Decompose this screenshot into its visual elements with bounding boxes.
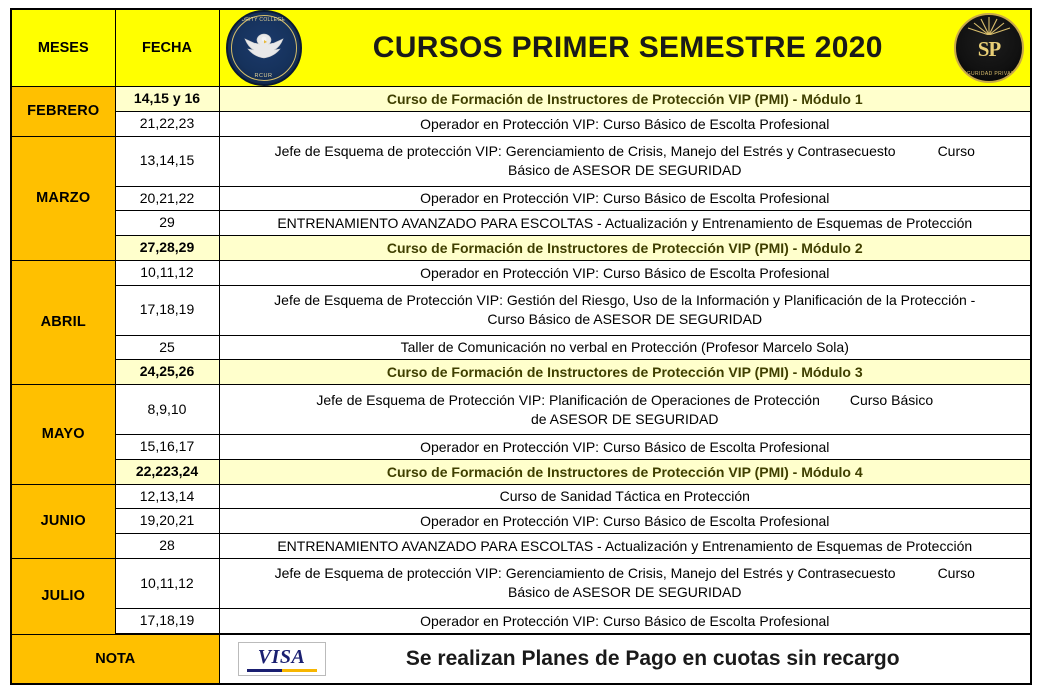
course-line-2: Curso Básico de ASESOR DE SEGURIDAD — [487, 311, 763, 328]
eagle-seal-bottom-text: RCUR — [254, 73, 273, 79]
course-line-2: de ASESOR DE SEGURIDAD — [530, 410, 719, 427]
course-line-1: Jefe de Esquema de protección VIP: Gerenciamiento de Crisis, Manejo del Estrés y Contrasecuesto — [274, 565, 896, 582]
date-cell: 14,15 y 16 — [115, 87, 219, 112]
month-label-febrero: FEBRERO — [11, 87, 115, 137]
sp-seal-icon — [954, 13, 1024, 83]
eagle-seal-top-text: SECURITY COLLEGE S.P. — [230, 17, 297, 23]
date-cell: 22,223,24 — [115, 459, 219, 484]
table-row — [11, 534, 1031, 559]
table-row — [11, 484, 1031, 509]
date-cell: 29 — [115, 211, 219, 236]
course-cell: Operador en Protección VIP: Curso Básico de Escolta Profesional — [219, 186, 1031, 211]
table-row — [11, 608, 1031, 633]
course-cell: Curso de Sanidad Táctica en Protección — [219, 484, 1031, 509]
month-label-mayo: MAYO — [11, 385, 115, 485]
course-cell — [219, 558, 1031, 608]
column-header-meses: MESES — [11, 9, 115, 87]
date-cell: 10,11,12 — [115, 260, 219, 285]
date-cell: 25 — [115, 335, 219, 360]
title-cell — [219, 9, 1031, 87]
course-cell — [219, 385, 1031, 435]
month-label-abril: ABRIL — [11, 260, 115, 384]
visa-label: VISA — [257, 645, 306, 668]
table-row — [11, 459, 1031, 484]
course-line-1: Jefe de Esquema de protección VIP: Gerenciamiento de Crisis, Manejo del Estrés y Contrasecuesto — [274, 143, 896, 160]
month-label-marzo: MARZO — [11, 136, 115, 260]
date-cell: 19,20,21 — [115, 509, 219, 534]
date-cell: 24,25,26 — [115, 360, 219, 385]
eagle-icon — [241, 30, 287, 64]
table-row — [11, 260, 1031, 285]
schedule-table — [10, 8, 1032, 685]
sunburst-icon — [959, 13, 1019, 35]
date-cell: 15,16,17 — [115, 435, 219, 460]
course-cell: Curso de Formación de Instructores de Protección VIP (PMI) - Módulo 4 — [219, 459, 1031, 484]
date-cell: 27,28,29 — [115, 236, 219, 261]
date-cell: 28 — [115, 534, 219, 559]
table-header-row — [11, 9, 1031, 87]
table-row — [11, 360, 1031, 385]
course-cell — [219, 136, 1031, 186]
table-row — [11, 136, 1031, 186]
course-cell: Operador en Protección VIP: Curso Básico de Escolta Profesional — [219, 260, 1031, 285]
date-cell: 21,22,23 — [115, 111, 219, 136]
course-cell: Operador en Protección VIP: Curso Básico de Escolta Profesional — [219, 608, 1031, 633]
course-cell: Operador en Protección VIP: Curso Básico de Escolta Profesional — [219, 509, 1031, 534]
nota-label: NOTA — [11, 635, 219, 685]
course-cell: Taller de Comunicación no verbal en Protección (Profesor Marcelo Sola) — [219, 335, 1031, 360]
footer-row — [11, 635, 1031, 685]
table-row — [11, 211, 1031, 236]
table-row — [11, 385, 1031, 435]
course-line-1b: Curso — [937, 143, 975, 160]
date-cell: 8,9,10 — [115, 385, 219, 435]
course-cell: Curso de Formación de Instructores de Protección VIP (PMI) - Módulo 2 — [219, 236, 1031, 261]
course-cell: Curso de Formación de Instructores de Protección VIP (PMI) - Módulo 1 — [219, 87, 1031, 112]
table-row — [11, 285, 1031, 335]
table-row — [11, 186, 1031, 211]
page-title: CURSOS PRIMER SEMESTRE 2020 — [372, 31, 883, 64]
course-cell: Operador en Protección VIP: Curso Básico de Escolta Profesional — [219, 111, 1031, 136]
payment-note-text: Se realizan Planes de Pago en cuotas sin recargo — [405, 647, 900, 670]
visa-logo-icon — [238, 642, 326, 676]
month-label-junio: JUNIO — [11, 484, 115, 558]
course-cell: ENTRENAMIENTO AVANZADO PARA ESCOLTAS - Actualización y Entrenamiento de Esquemas de Protección — [219, 211, 1031, 236]
course-line-1: Jefe de Esquema de Protección VIP: Planificación de Operaciones de Protección — [316, 391, 820, 408]
course-cell: ENTRENAMIENTO AVANZADO PARA ESCOLTAS - Actualización y Entrenamiento de Esquemas de Protección — [219, 534, 1031, 559]
month-label-julio: JULIO — [11, 558, 115, 634]
eagle-seal-icon — [226, 10, 302, 86]
payment-note-cell — [219, 635, 1031, 685]
sp-seal-bottom-text: SEGURIDAD PRIVADA — [959, 71, 1019, 77]
date-cell: 17,18,19 — [115, 285, 219, 335]
date-cell: 10,11,12 — [115, 558, 219, 608]
course-cell — [219, 285, 1031, 335]
table-row — [11, 236, 1031, 261]
date-cell: 20,21,22 — [115, 186, 219, 211]
course-line-2: Básico de ASESOR DE SEGURIDAD — [508, 162, 742, 179]
course-cell: Curso de Formación de Instructores de Protección VIP (PMI) - Módulo 3 — [219, 360, 1031, 385]
table-row — [11, 111, 1031, 136]
table-row — [11, 435, 1031, 460]
course-line-1b: Curso Básico — [849, 391, 934, 408]
course-cell: Operador en Protección VIP: Curso Básico de Escolta Profesional — [219, 435, 1031, 460]
date-cell: 17,18,19 — [115, 608, 219, 633]
course-line-1: Jefe de Esquema de Protección VIP: Gestión del Riesgo, Uso de la Información y Planificación de la Protección - — [274, 292, 976, 309]
sp-letters: SP — [977, 36, 1001, 61]
column-header-fecha: FECHA — [115, 9, 219, 87]
date-cell: 13,14,15 — [115, 136, 219, 186]
table-row — [11, 509, 1031, 534]
course-line-1b: Curso — [937, 565, 975, 582]
date-cell: 12,13,14 — [115, 484, 219, 509]
table-row — [11, 87, 1031, 112]
table-row — [11, 558, 1031, 608]
course-line-2: Básico de ASESOR DE SEGURIDAD — [508, 584, 742, 601]
table-row — [11, 335, 1031, 360]
